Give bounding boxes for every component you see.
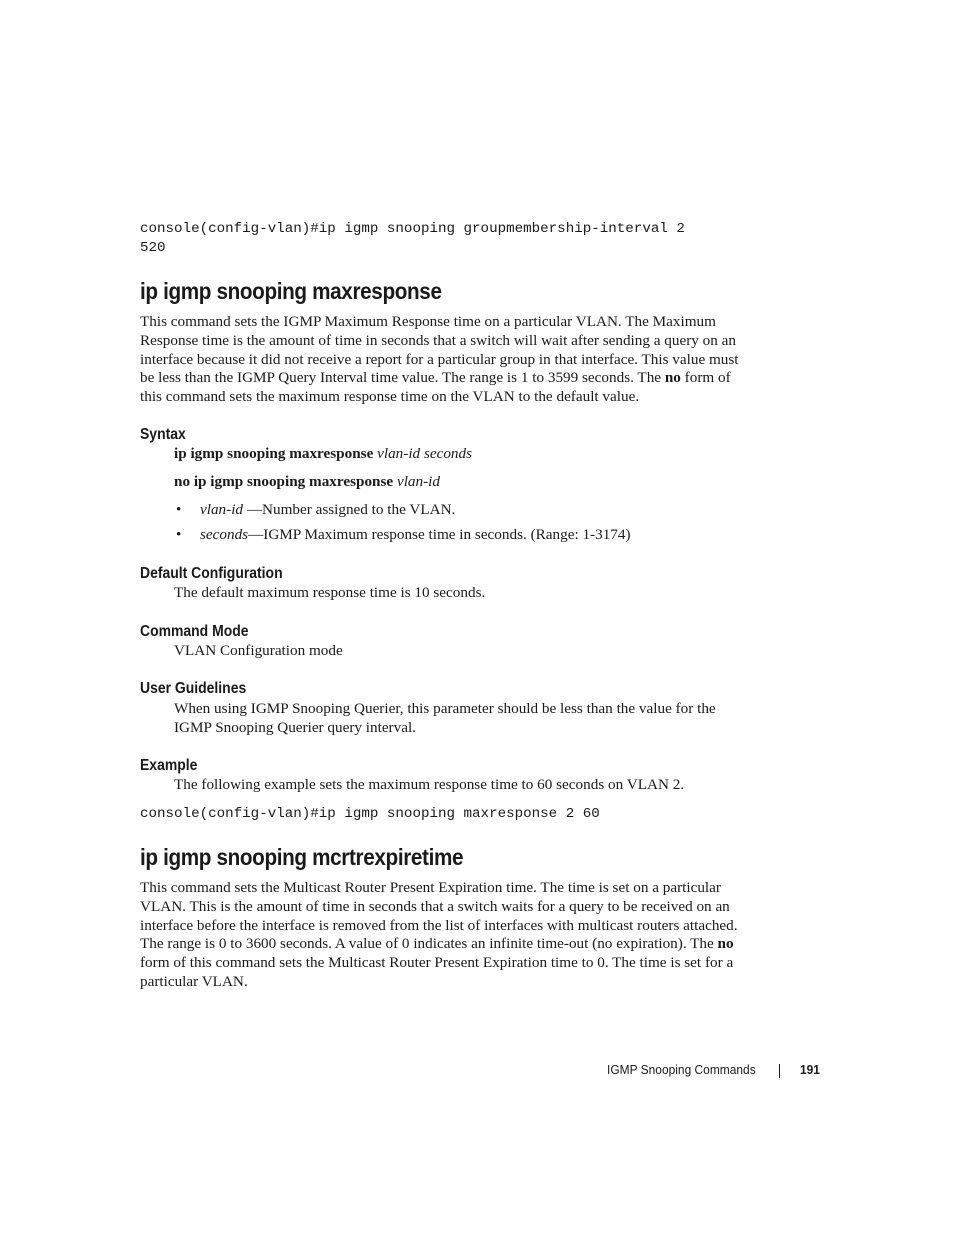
keyword-no: no <box>664 369 681 387</box>
parameter-name: seconds <box>200 526 249 543</box>
keyword-no: no <box>717 935 734 953</box>
description-line: The range is 0 to 3600 seconds. A value of 0 indicates an infinite time-out (no expiration). The no <box>140 935 734 953</box>
example-text: The following example sets the maximum response time to 60 seconds on VLAN 2. <box>174 776 685 793</box>
command-mode-heading: Command Mode <box>140 623 249 640</box>
user-guidelines-heading: User Guidelines <box>140 680 247 697</box>
syntax-no-command: no ip igmp snooping maxresponse vlan-id <box>174 473 440 490</box>
section-description <box>140 313 758 407</box>
page-number: 191 <box>800 1062 820 1077</box>
description-line: form of this command sets the Multicast Router Present Expiration time to 0. The time is set for a <box>140 954 734 972</box>
description-line: interface because it did not receive a report for a particular group in that interface. This value must <box>140 350 739 368</box>
bullet-marker: • <box>176 526 182 543</box>
description-line: This command sets the IGMP Maximum Response time on a particular VLAN. The Maximum <box>140 313 716 330</box>
section-title: ip igmp snooping mcrtrexpiretime <box>140 844 464 870</box>
parameter-item <box>200 526 631 544</box>
parameter-item <box>200 501 455 519</box>
default-configuration-heading: Default Configuration <box>140 565 283 582</box>
example-code: console(config-vlan)#ip igmp snooping maxresponse 2 60 <box>140 806 600 822</box>
description-line: This command sets the Multicast Router Present Expiration time. The time is set on a particular <box>140 879 721 896</box>
parameter-description: —Number assigned to the VLAN. <box>243 501 456 518</box>
bullet-marker: • <box>176 501 182 518</box>
code-example-line: console(config-vlan)#ip igmp snooping groupmembership-interval 2 <box>140 221 685 237</box>
description-line: VLAN. This is the amount of time in seconds that a switch waits for a query to be received on an <box>140 897 730 915</box>
command-mode-text: VLAN Configuration mode <box>174 642 343 659</box>
section-description <box>140 879 758 992</box>
parameter-description: —IGMP Maximum response time in seconds. (Range: 1-3174) <box>248 526 631 543</box>
syntax-heading: Syntax <box>140 426 186 443</box>
user-guidelines-text: When using IGMP Snooping Querier, this parameter should be less than the value for the IGMP Snooping Querier query interval. <box>174 700 716 736</box>
description-line: this command sets the maximum response time on the VLAN to the default value. <box>140 388 640 406</box>
description-line: Response time is the amount of time in seconds that a switch will wait after sending a query on an <box>140 331 736 349</box>
code-example-line: 520 <box>140 240 166 256</box>
footer-section-name: IGMP Snooping Commands <box>607 1062 756 1077</box>
parameter-name: vlan-id <box>200 501 244 518</box>
example-heading: Example <box>140 757 198 774</box>
footer-divider <box>779 1064 780 1078</box>
description-line: interface before the interface is removed from the list of interfaces with multicast routers attached. <box>140 916 738 934</box>
description-line: particular VLAN. <box>140 972 248 990</box>
default-configuration-text: The default maximum response time is 10 seconds. <box>174 584 486 601</box>
syntax-command: ip igmp snooping maxresponse vlan-id seconds <box>174 445 473 462</box>
description-line: be less than the IGMP Query Interval time value. The range is 1 to 3599 seconds. The no form of <box>140 369 731 387</box>
section-title: ip igmp snooping maxresponse <box>140 278 442 304</box>
